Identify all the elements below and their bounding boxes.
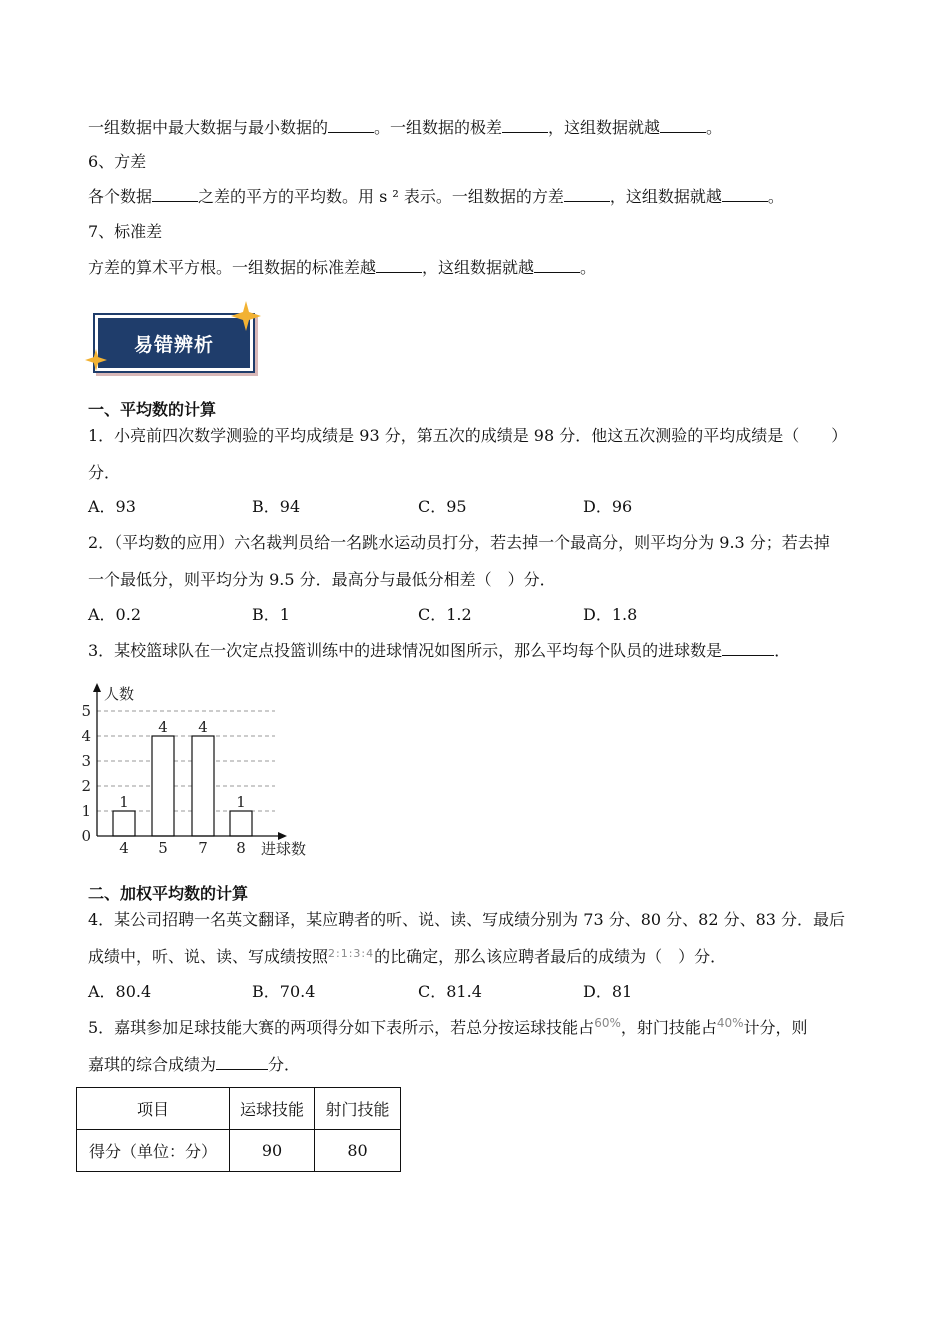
table-cell: 90 — [230, 1130, 315, 1172]
answer-blank[interactable] — [722, 187, 768, 202]
option-c[interactable]: C．1.2 — [418, 605, 472, 624]
ratio-value: 2:1:3:4 — [328, 947, 375, 960]
answer-blank[interactable] — [328, 118, 374, 133]
table-cell: 80 — [315, 1130, 401, 1172]
option-c[interactable]: C．95 — [418, 497, 467, 516]
answer-blank[interactable] — [534, 258, 580, 273]
y-axis-label: 人数 — [104, 685, 135, 703]
variance-heading: 6、方差 — [88, 152, 147, 171]
option-c[interactable]: C．81.4 — [418, 982, 482, 1001]
range-definition: 一组数据中最大数据与最小数据的 。一组数据的极差 ，这组数据就越 。 — [88, 118, 723, 137]
std-heading: 7、标准差 — [88, 222, 163, 241]
answer-blank[interactable] — [216, 1055, 268, 1070]
data-label: 4 — [198, 718, 208, 736]
answer-blank[interactable] — [660, 118, 706, 133]
data-label: 4 — [158, 718, 168, 736]
bar — [152, 736, 174, 836]
section-title: 一、平均数的计算 — [88, 400, 217, 419]
variance-definition: 各个数据 之差的平方的平均数。用 s ² 表示。一组数据的方差 ，这组数据就越 。 — [88, 187, 784, 206]
score-table — [76, 1087, 401, 1172]
table-cell: 得分（单位：分） — [77, 1130, 230, 1172]
answer-blank[interactable] — [564, 187, 610, 202]
answer-blank[interactable] — [152, 187, 198, 202]
question-3-text: 3．某校篮球队在一次定点投篮训练中的进球情况如图所示，那么平均每个队员的进球数是 ． — [88, 641, 791, 660]
option-d[interactable]: D．96 — [583, 497, 633, 516]
section-title: 二、加权平均数的计算 — [88, 884, 249, 903]
y-tick-label: 3 — [81, 752, 91, 770]
question-2-text: 2．（平均数的应用）六名裁判员给一名跳水运动员打分，若去掉一个最高分，则平均分为 9.3 分；若去掉 — [88, 533, 830, 552]
option-b[interactable]: B．70.4 — [252, 982, 316, 1001]
option-b[interactable]: B．94 — [252, 497, 301, 516]
option-a[interactable]: A．80.4 — [88, 982, 152, 1001]
y-tick-label: 2 — [81, 777, 91, 795]
data-label: 1 — [119, 793, 129, 811]
data-label: 1 — [236, 793, 246, 811]
answer-blank[interactable] — [376, 258, 422, 273]
table-row — [77, 1130, 401, 1172]
percent-value: 60% — [594, 1016, 621, 1030]
x-tick-label: 8 — [236, 839, 246, 857]
bar — [113, 811, 135, 836]
answer-blank[interactable] — [722, 641, 774, 656]
question-4-text-cont: 成绩中，听、说、读、写成绩按照$^{2:1:3:4}$的比确定，那么该应聘者最后的成绩为（ ）分． — [88, 947, 727, 966]
question-5-text: 5．嘉琪参加足球技能大赛的两项得分如下表所示，若总分按运球技能占$^{60\%}$，射门技能占$^{40\%}$计分，则 — [88, 1016, 808, 1037]
bar — [230, 811, 252, 836]
option-a[interactable]: A．93 — [88, 497, 136, 516]
x-axis-label: 进球数 — [261, 840, 307, 858]
question-2-text-cont: 一个最低分，则平均分为 9.5 分．最高分与最低分相差（ ）分． — [88, 570, 556, 589]
table-header-row — [77, 1088, 401, 1130]
y-tick-label: 1 — [81, 802, 91, 820]
percent-value: 40% — [716, 1016, 744, 1030]
badge-label: 易错辨析 — [95, 315, 253, 371]
y-tick-label: 5 — [81, 702, 91, 720]
question-5-text-cont: 嘉琪的综合成绩为 分． — [88, 1055, 301, 1074]
section-badge — [95, 315, 251, 371]
option-a[interactable]: A．0.2 — [88, 605, 142, 624]
star-icon — [85, 349, 107, 371]
y-axis-arrow-icon — [93, 683, 101, 692]
option-d[interactable]: D．81 — [583, 982, 633, 1001]
x-axis-arrow-icon — [278, 832, 287, 840]
x-tick-label: 5 — [158, 839, 168, 857]
x-tick-label: 7 — [198, 839, 208, 857]
std-definition: 方差的算术平方根。一组数据的标准差越 ，这组数据就越 。 — [88, 258, 597, 277]
bar-chart — [80, 680, 330, 862]
y-tick-label: 4 — [81, 727, 91, 745]
table-cell: 运球技能 — [230, 1088, 315, 1130]
question-1-text: 1．小亮前四次数学测验的平均成绩是 93 分，第五次的成绩是 98 分．他这五次测验的平均成绩是（ ） — [88, 426, 848, 445]
table-cell: 项目 — [77, 1088, 230, 1130]
table-cell: 射门技能 — [315, 1088, 401, 1130]
question-1-text-cont: 分． — [88, 463, 121, 482]
option-d[interactable]: D．1.8 — [583, 605, 638, 624]
y-tick-label: 0 — [81, 827, 91, 845]
answer-blank[interactable] — [502, 118, 548, 133]
star-icon — [231, 301, 261, 331]
option-b[interactable]: B．1 — [252, 605, 290, 624]
question-4-text: 4．某公司招聘一名英文翻译，某应聘者的听、说、读、写成绩分别为 73 分、80 分、82 分、83 分．最后 — [88, 910, 846, 929]
bar — [192, 736, 214, 836]
x-tick-label: 4 — [119, 839, 129, 857]
